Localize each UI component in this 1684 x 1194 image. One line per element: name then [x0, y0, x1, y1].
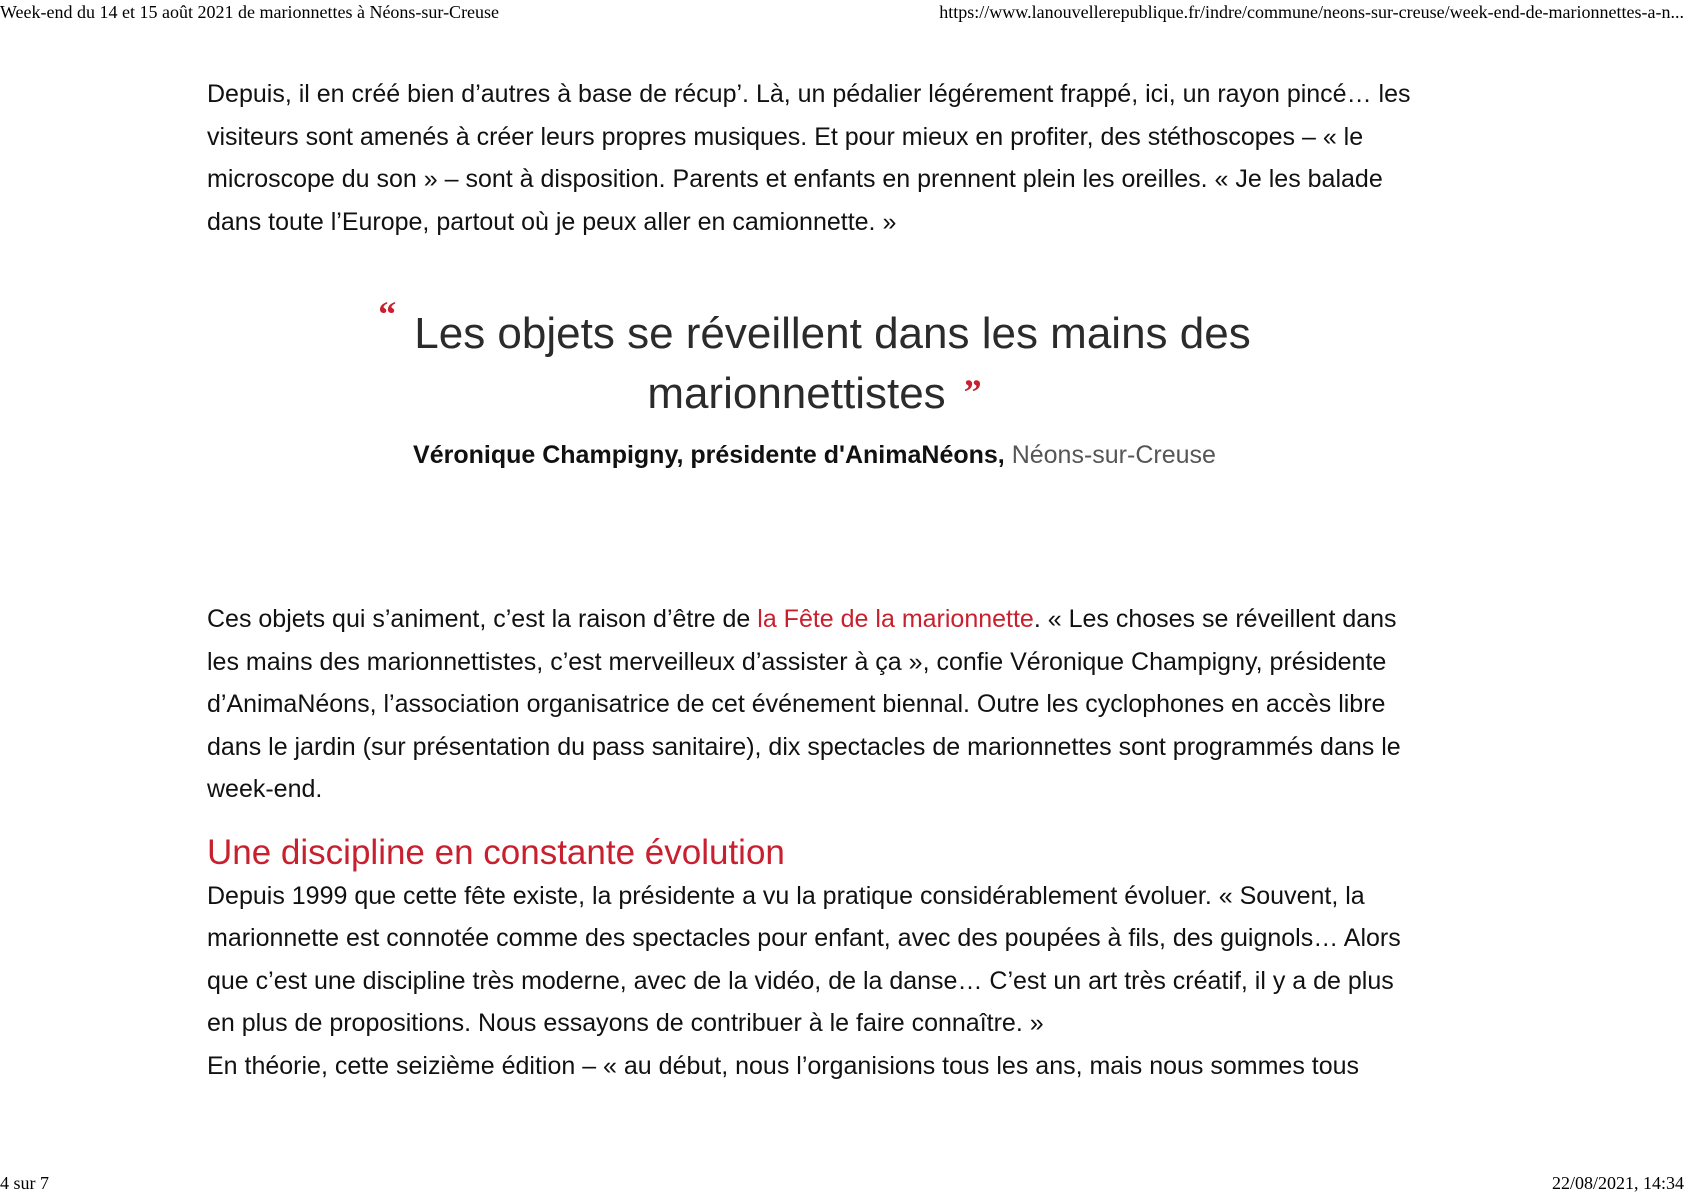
- paragraph-text: Ces objets qui s’animent, c’est la raison d’être de: [207, 605, 758, 633]
- article-body-bottom: [207, 598, 1422, 1087]
- article-paragraph: Depuis 1999 que cette fête existe, la présidente a vu la pratique considérablement évoluer. « Souvent, la marionnette est connotée comme des spectacles pour enfant, avec des poupées à fils, des guignols… Alors que c’est une discipline très moderne, avec de la vidéo, de la danse… C’est un art très créatif, il y a de plus en plus de propositions. Nous essayons de contribuer à le faire connaître. »: [207, 881, 1401, 1037]
- pull-quote: [207, 294, 1422, 471]
- close-quote-icon: ”: [963, 372, 982, 412]
- section-heading: Une discipline en constante évolution: [207, 832, 785, 872]
- pull-quote-attribution: [207, 439, 1422, 471]
- print-header-title: Week-end du 14 et 15 août 2021 de marionnettes à Néons-sur-Creuse: [0, 2, 500, 22]
- fete-marionnette-link[interactable]: la Fête de la marionnette: [757, 605, 1034, 633]
- pull-quote-author: Véronique Champigny, présidente d'AnimaNéons,: [413, 441, 1005, 469]
- pull-quote-text: Les objets se réveillent dans les mains des marionnettistes: [414, 309, 1251, 418]
- print-header-url: https://www.lanouvellerepublique.fr/indre/commune/neons-sur-creuse/week-end-de-marionnettes-a-n...: [939, 2, 1684, 22]
- open-quote-icon: “: [378, 294, 397, 334]
- pull-quote-place: Néons-sur-Creuse: [1011, 441, 1216, 469]
- print-footer-datetime: 22/08/2021, 14:34: [1551, 1173, 1684, 1193]
- article-paragraph: [207, 598, 1422, 811]
- article-body-top: [207, 73, 1422, 243]
- pull-quote-text-line: [207, 294, 1422, 425]
- article-paragraph: En théorie, cette seizième édition – « au début, nous l’organisions tous les ans, mais nous sommes tous: [207, 1051, 1360, 1080]
- article-paragraph: Depuis, il en créé bien d’autres à base de récup’. Là, un pédalier légérement frappé, ici, un rayon pincé… les visiteurs sont amenés à créer leurs propres musiques. Et pour mieux en profiter, des stéthoscopes – « le microscope du son » – sont à disposition. Parents et enfants en prennent plein les oreilles. « Je les balade dans toute l’Europe, partout où je peux aller en camionnette. »: [207, 80, 1411, 236]
- paragraph-text: . « Les choses se réveillent dans les mains des marionnettistes, c’est merveilleux d’assister à ça », confie Véronique Champigny, présidente d’AnimaNéons, l’association organisatrice de cet événement biennal. Outre les cyclophones en accès libre dans le jardin (sur présentation du pass sanitaire), dix spectacles de marionnettes sont programmés dans le week-end.: [207, 605, 1401, 803]
- print-footer-page: 4 sur 7: [0, 1173, 49, 1193]
